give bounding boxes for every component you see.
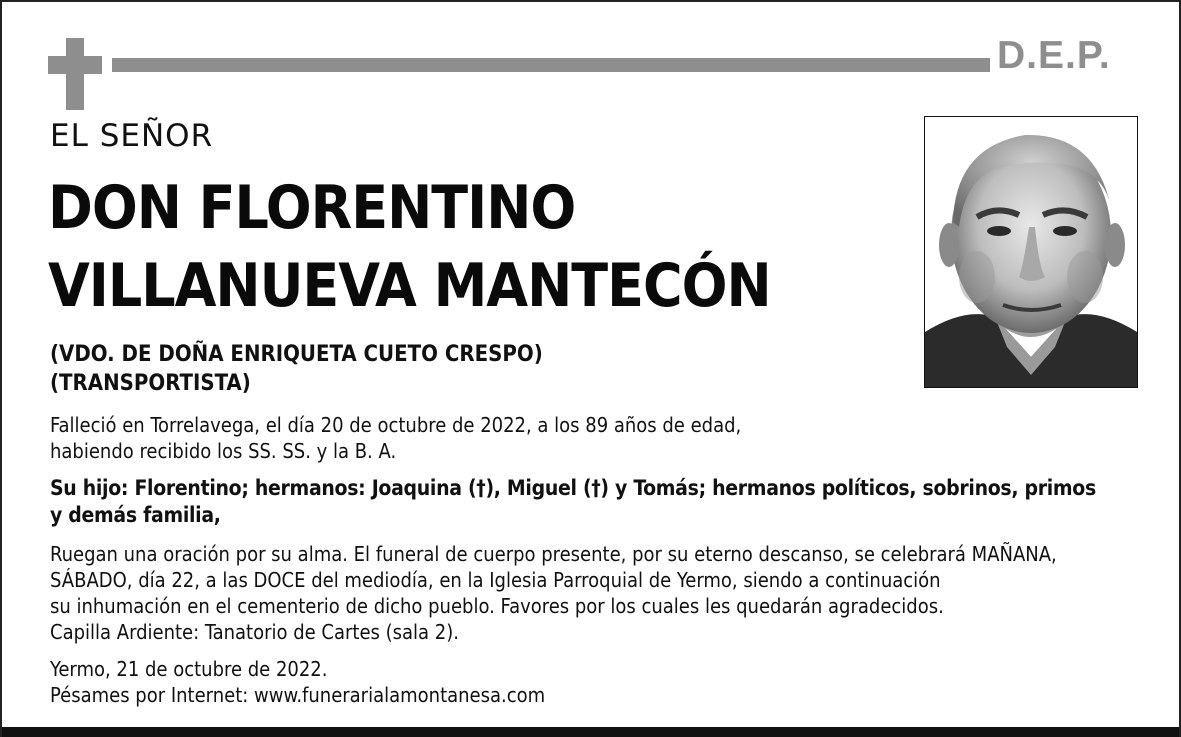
occupation-note: (TRANSPORTISTA) — [50, 371, 251, 396]
salutation: EL SEÑOR — [50, 118, 214, 154]
death-notice-line: habiendo recibido los SS. SS. y la B. A. — [50, 439, 397, 463]
funeral-request-line: Capilla Ardiente: Tanatorio de Cartes (sala 2). — [50, 620, 459, 644]
family-line: y demás familia, — [50, 503, 221, 527]
funeral-request-line: Ruegan una oración por su alma. El funeral de cuerpo presente, por su eterno descanso, se celebrará MAÑANA, — [50, 542, 1057, 566]
funeral-request-line: su inhumación en el cementerio de dicho pueblo. Favores por los cuales les quedarán agradecidos. — [50, 594, 944, 618]
deceased-name-line2: VILLANUEVA MANTECÓN — [48, 251, 771, 321]
deceased-portrait — [924, 116, 1138, 388]
death-notice-line: Falleció en Torrelavega, el día 20 de octubre de 2022, a los 89 años de edad, — [50, 413, 742, 437]
deceased-name-line1: DON FLORENTINO — [48, 173, 576, 243]
condolences-url-line: Pésames por Internet: www.funerarialamontanesa.com — [50, 683, 546, 707]
dep-label: D.E.P. — [997, 34, 1111, 77]
bottom-border — [2, 727, 1179, 737]
header-rule — [112, 58, 990, 72]
cross-icon — [66, 38, 84, 110]
cross-icon-bar — [48, 56, 102, 74]
widower-note: (VDO. DE DOÑA ENRIQUETA CUETO CRESPO) — [50, 342, 543, 367]
funeral-request-line: SÁBADO, día 22, a las DOCE del mediodía, en la Iglesia Parroquial de Yermo, siendo a continuación — [50, 568, 941, 592]
family-line: Su hijo: Florentino; hermanos: Joaquina (†), Miguel (†) y Tomás; hermanos políticos, sobrinos, primos — [50, 476, 1096, 500]
place-date-line: Yermo, 21 de octubre de 2022. — [50, 657, 328, 681]
